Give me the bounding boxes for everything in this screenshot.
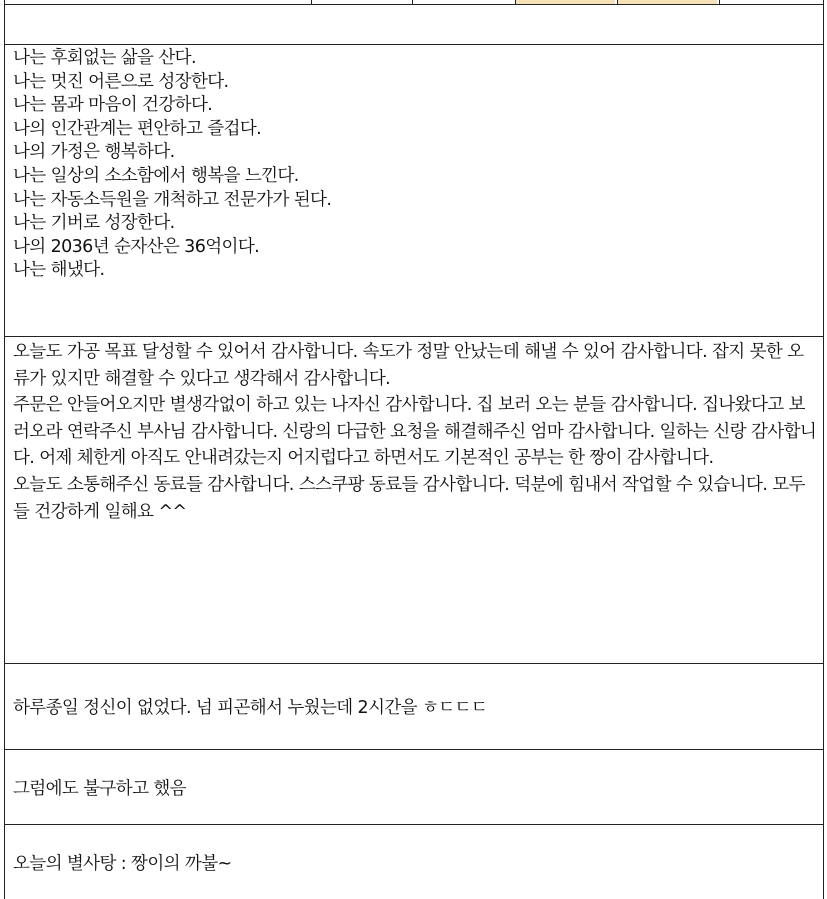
star-candy-cell[interactable]	[5, 825, 823, 899]
column-divider	[412, 0, 413, 4]
reflection-text: 하루종일 정신이 없었다. 넘 피곤해서 누웠는데 2시간을 ㅎㄷㄷㄷ	[13, 698, 488, 718]
gratitude-paragraph: 주문은 안들어오지만 별생각없이 하고 있는 나자신 감사합니다. 집 보러 오는 분들 감사합니다. 집나왔다고 보러오라 연락주신 부사님 감사합니다. 신랑의 다급한 요청을 해결해주신 엄마 감사합니다. 일하는 신랑 감사합니다. 어제 체한게 아직도 안내려갔는지 어지럽다고 하면서도 기본적인 공부는 한 짱이 감사합니다.	[13, 395, 817, 469]
affirmation-line: 나의 인간관계는 편안하고 즐겁다.	[13, 118, 262, 139]
affirmation-line: 나는 일상의 소소함에서 행복을 느낀다.	[13, 165, 299, 186]
affirmation-line: 나는 기버로 성장한다.	[13, 213, 175, 234]
highlighted-cell	[515, 0, 615, 4]
affirmation-line: 나는 멋진 어른으로 성장한다.	[13, 71, 229, 92]
empty-cell[interactable]	[5, 5, 823, 45]
affirmation-line: 나는 후회없는 삶을 산다.	[13, 48, 196, 68]
despite-text: 그럼에도 불구하고 했음	[13, 778, 186, 799]
gratitude-paragraph: 오늘도 가공 목표 달성할 수 있어서 감사합니다. 속도가 정말 안났는데 해낼 수 있어 감사합니다. 잡지 못한 오류가 있지만 해결할 수 있다고 생각해서 감사합니다.	[13, 342, 804, 389]
highlighted-cell	[617, 0, 717, 4]
affirmation-line: 나는 몸과 마음이 건강하다.	[13, 95, 213, 116]
column-divider	[311, 0, 312, 4]
reflection-cell[interactable]	[5, 664, 823, 750]
affirmation-line: 나는 자동소득원을 개척하고 전문가가 된다.	[13, 189, 332, 210]
previous-row-edge	[5, 0, 823, 5]
affirmation-line: 나의 가정은 행복하다.	[13, 142, 175, 163]
column-divider	[617, 0, 618, 4]
column-divider	[515, 0, 516, 4]
journal-table	[4, 0, 824, 899]
column-divider	[719, 0, 720, 4]
star-candy-text: 오늘의 별사탕 : 짱이의 까불~	[13, 853, 232, 874]
gratitude-paragraph: 오늘도 소통해주신 동료들 감사합니다. 스스쿠팡 동료들 감사합니다. 덕분에 힘내서 작업할 수 있습니다. 모두들 건강하게 일해요 ^^	[13, 474, 805, 522]
affirmation-line: 나의 2036년 순자산은 36억이다.	[13, 236, 260, 257]
gratitude-cell[interactable]	[5, 337, 823, 664]
despite-cell[interactable]	[5, 750, 823, 825]
affirmation-line: 나는 해냈다.	[13, 260, 105, 281]
affirmations-cell[interactable]	[5, 45, 823, 337]
